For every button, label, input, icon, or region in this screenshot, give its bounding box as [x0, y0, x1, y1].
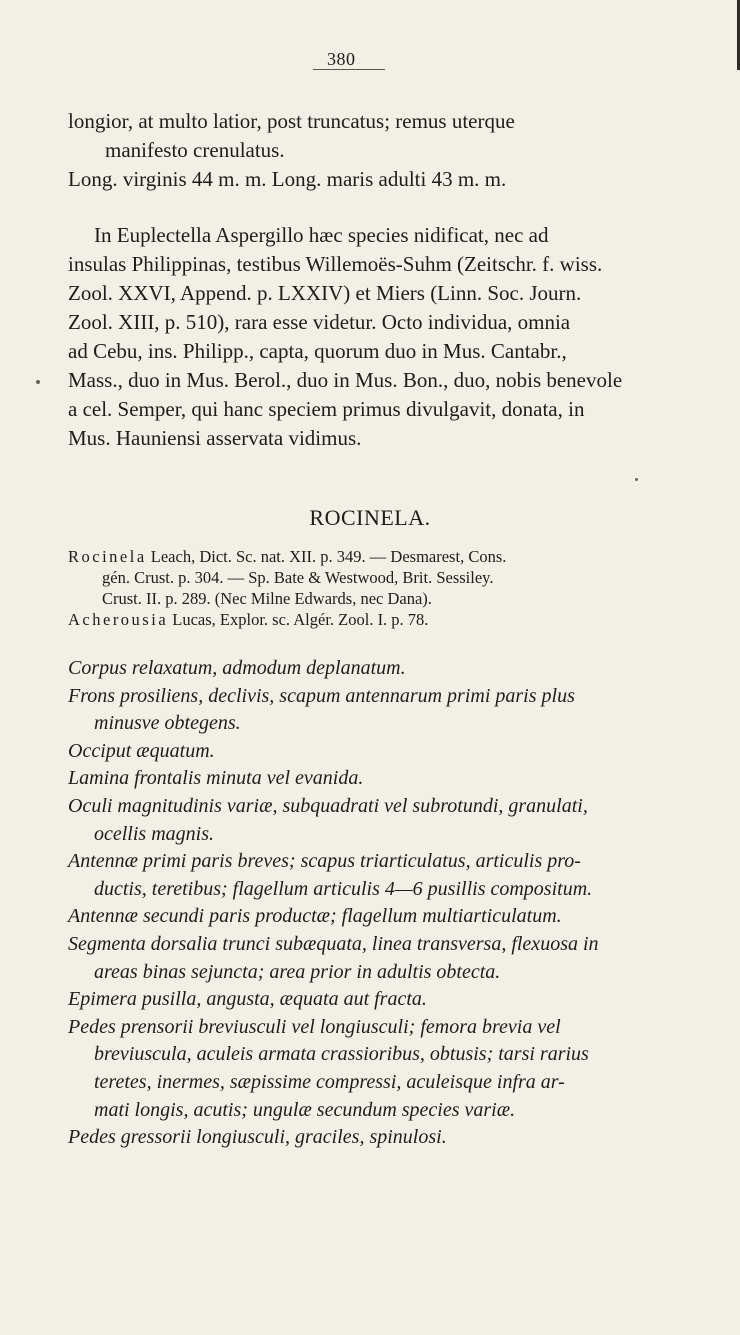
- genus-name: Rocinela: [68, 547, 147, 566]
- description-line: Lamina frontalis minuta vel evanida.: [68, 767, 364, 790]
- genus-name: Acherousia: [68, 610, 169, 629]
- description-line: breviuscula, aculeis armata crassioribus, obtusis; tarsi rarius: [94, 1043, 589, 1066]
- description-line: mati longis, acutis; ungulæ secundum species variæ.: [94, 1098, 516, 1121]
- text-line: manifesto crenulatus.: [105, 138, 285, 162]
- description-line: ductis, teretibus; flagellum articulis 4—6 pusillis compositum.: [94, 877, 593, 900]
- description-line: Frons prosiliens, declivis, scapum antennarum primi paris plus: [68, 684, 575, 707]
- text-line: Zool. XIII, p. 510), rara esse videtur. Octo individua, omnia: [68, 310, 571, 334]
- page-number: [327, 49, 356, 70]
- description-line: Epimera pusilla, angusta, æquata aut fracta.: [68, 988, 427, 1011]
- text-line: Mass., duo in Mus. Berol., duo in Mus. Bon., duo, nobis benevole: [68, 368, 623, 392]
- description-line: areas binas sejuncta; area prior in adultis obtecta.: [94, 960, 501, 983]
- synonymy-line: [68, 609, 668, 630]
- synonymy-line: Crust. II. p. 289. (Nec Milne Edwards, nec Dana).: [102, 589, 432, 608]
- text-line: ad Cebu, ins. Philipp., capta, quorum duo in Mus. Cantabr.,: [68, 339, 567, 363]
- citation-text: Leach, Dict. Sc. nat. XII. p. 349. — Desmarest, Cons.: [146, 547, 507, 566]
- description-line: ocellis magnis.: [94, 822, 214, 845]
- synonymy-line: gén. Crust. p. 304. — Sp. Bate & Westwood, Brit. Sessiley.: [102, 568, 494, 587]
- description-line: Pedes gressorii longiusculi, graciles, spinulosi.: [68, 1126, 447, 1149]
- citation-text: Lucas, Explor. sc. Algér. Zool. I. p. 78.: [168, 610, 429, 629]
- description-line: Pedes prensorii breviusculi vel longiusculi; femora brevia vel: [68, 1015, 561, 1038]
- description-line: Antennæ secundi paris productæ; flagellum multiarticulatum.: [68, 905, 562, 928]
- description-line: teretes, inermes, sæpissime compressi, aculeisque infra ar-: [94, 1070, 565, 1093]
- description-line: Antennæ primi paris breves; scapus triarticulatus, articulis pro-: [68, 850, 581, 873]
- section-heading: ROCINELA.: [309, 505, 431, 530]
- text-line: insulas Philippinas, testibus Willemoës-Suhm (Zeitschr. f. wiss.: [68, 252, 603, 276]
- text-line: a cel. Semper, qui hanc speciem primus divulgavit, donata, in: [68, 397, 585, 421]
- margin-speck: [36, 380, 40, 384]
- page-number-text: 380: [327, 49, 356, 69]
- paragraph-habitat: [68, 221, 668, 453]
- synonymy-line: [68, 546, 668, 567]
- genus-description: [68, 655, 678, 1152]
- description-line: Occiput æquatum.: [68, 739, 215, 762]
- text-line: longior, at multo latior, post truncatus; remus uterque: [68, 109, 515, 133]
- paragraph-continued: [68, 107, 668, 194]
- margin-speck: [635, 478, 638, 481]
- description-line: Corpus relaxatum, admodum deplanatum.: [68, 657, 406, 679]
- text-line: Mus. Hauniensi asservata vidimus.: [68, 426, 362, 450]
- page-number-rule: [313, 69, 385, 70]
- text-line: In Euplectella Aspergillo hæc species nidificat, nec ad: [94, 223, 549, 247]
- synonymy-block: [68, 546, 668, 630]
- text-line: Long. virginis 44 m. m. Long. maris adulti 43 m. m.: [68, 167, 507, 191]
- description-line: Segmenta dorsalia trunci subæquata, linea transversa, flexuosa in: [68, 932, 599, 955]
- description-line: Oculi magnitudinis variæ, subquadrati vel subrotundi, granulati,: [68, 794, 588, 817]
- text-line: Zool. XXVI, Append. p. LXXIV) et Miers (Linn. Soc. Journ.: [68, 281, 582, 305]
- description-line: minusve obtegens.: [94, 712, 241, 735]
